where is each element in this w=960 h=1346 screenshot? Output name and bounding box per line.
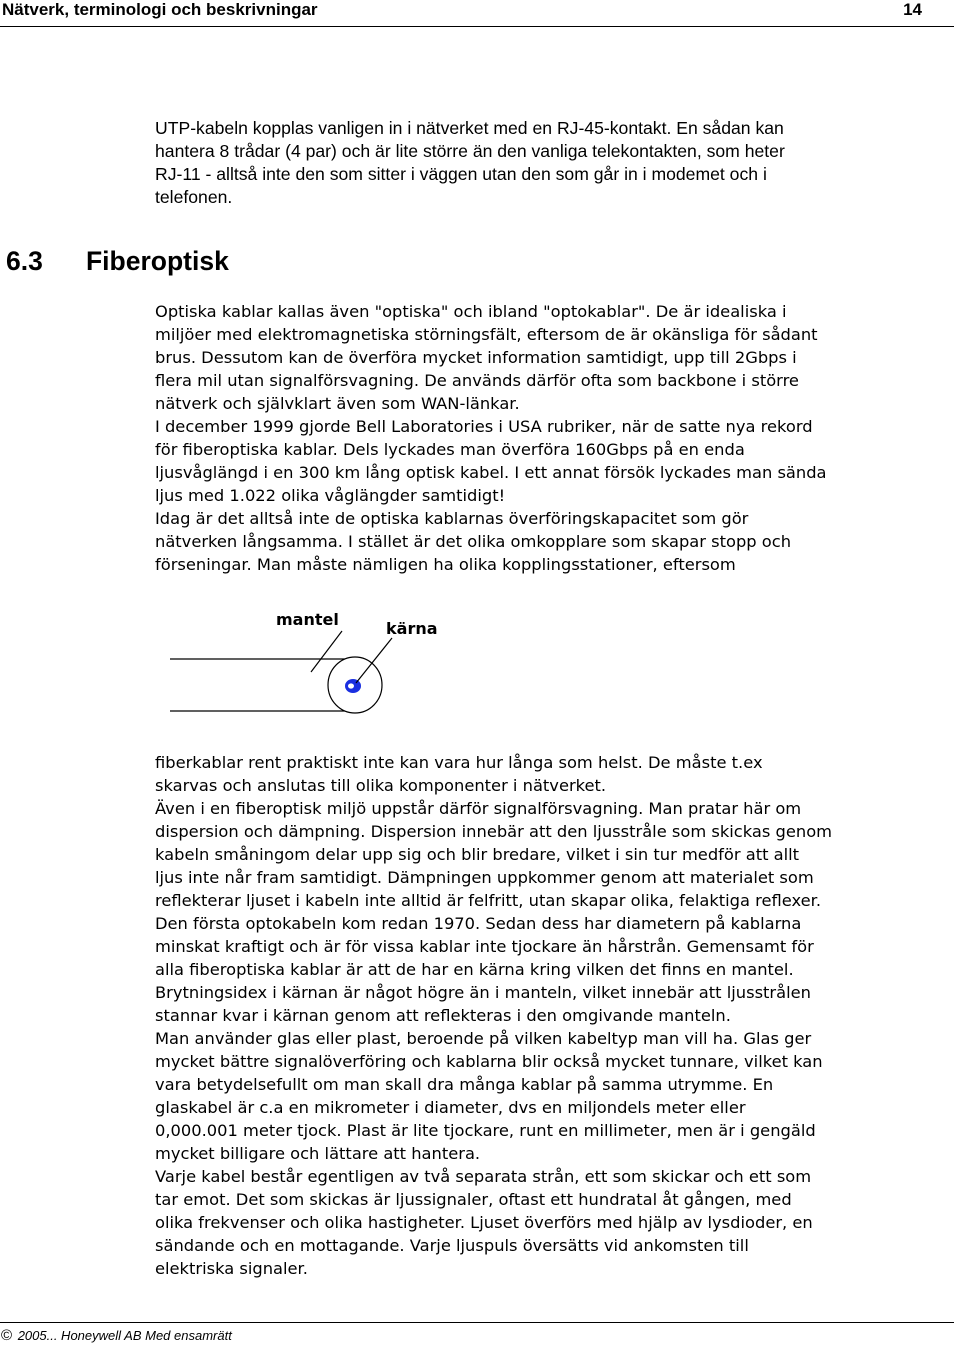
label-karna: kärna: [386, 619, 438, 638]
text-line: elektriska signaler.: [155, 1259, 308, 1278]
text-line: för fiberoptiska kablar. Dels lyckades man överföra 160Gbps på en enda: [155, 440, 745, 459]
text-line: reflekterar ljuset i kabeln inte alltid är felfritt, utan skapar olika, felaktiga reflexer.: [155, 891, 822, 910]
page-header: [0, 0, 954, 27]
text-line: skarvas och anslutas till olika komponenter i nätverket.: [155, 776, 607, 795]
section-heading: [6, 246, 229, 277]
page-number: 14: [903, 0, 922, 19]
text-line: Brytningsidex i kärnan är något högre än i manteln, vilket innebär att ljusstrålen: [155, 983, 811, 1002]
text-line: minskat kraftigt och är för vissa kablar inte tjockare än hårstrån. Gemensamt för: [155, 937, 814, 956]
text-line: mycket billigare och lättare att hantera.: [155, 1144, 481, 1163]
text-line: sändande och en mottagande. Varje ljuspuls översätts vid ankomsten till: [155, 1236, 749, 1255]
text-line: Optiska kablar kallas även "optiska" och ibland "optokablar". De är idealiska i: [155, 302, 787, 321]
text-line: nätverken långsamma. I stället är det olika omkopplare som skapar stopp och: [155, 532, 792, 551]
text-line: Idag är det alltså inte de optiska kablarnas överföringskapacitet som gör: [155, 509, 749, 528]
text-line: stannar kvar i kärnan genom att reflekteras i den omgivande manteln.: [155, 1006, 731, 1025]
text-line: Man använder glas eller plast, beroende på vilken kabeltyp man vill ha. Glas ger: [155, 1029, 812, 1048]
page-footer: [0, 1322, 954, 1344]
section-number: 6.3: [6, 246, 43, 276]
section-title: Fiberoptisk: [86, 246, 229, 276]
copyright-symbol: ©: [1, 1327, 13, 1344]
text-line: alla fiberoptiska kablar är att de har en kärna kring vilken det finns en mantel.: [155, 960, 794, 979]
text-line: I december 1999 gjorde Bell Laboratories i USA rubriker, när de satte nya rekord: [155, 417, 813, 436]
text-line: fiberkablar rent praktiskt inte kan vara hur långa som helst. De måste t.ex: [155, 753, 763, 772]
document-title: Nätverk, terminologi och beskrivningar: [2, 0, 318, 19]
copyright-text: 2005... Honeywell AB Med ensamrätt: [17, 1328, 232, 1343]
text-line: 0,000.001 meter tjock. Plast är lite tjockare, runt en millimeter, men är i gengäld: [155, 1121, 816, 1140]
text-line: dispersion och dämpning. Dispersion innebär att den ljusstråle som skickas genom: [155, 822, 833, 841]
core-highlight: [348, 683, 354, 688]
text-line: brus. Dessutom kan de överföra mycket information samtidigt, upp till 2Gbps i: [155, 348, 797, 367]
text-line: glaskabel är c.a en mikrometer i diameter, dvs en miljondels meter eller: [155, 1098, 746, 1117]
text-line: Den första optokabeln kom redan 1970. Sedan dess har diametern på kablarna: [155, 914, 802, 933]
body-paragraph-top: [155, 300, 827, 576]
text-line: förseningar. Man måste nämligen ha olika kopplingsstationer, eftersom: [155, 555, 736, 574]
text-line: olika frekvenser och olika hastigheter. Ljuset överförs med hjälp av lysdioder, en: [155, 1213, 813, 1232]
body-paragraph-bottom: [155, 751, 832, 1280]
intro-paragraph: [155, 117, 785, 209]
text-line: mycket bättre signalöverföring och kablarna blir också mycket tunnare, vilket kan: [155, 1052, 823, 1071]
text-line: tar emot. Det som skickas är ljussignaler, oftast ett hundratal åt gången, med: [155, 1190, 792, 1209]
text-line: hantera 8 trådar (4 par) och är lite större än den vanliga telekontakten, som heter: [155, 141, 785, 161]
label-mantel: mantel: [276, 610, 339, 629]
text-line: flera mil utan signalförsvagning. De används därför ofta som backbone i större: [155, 371, 799, 390]
text-line: RJ-11 - alltså inte den som sitter i väggen utan den som går in i modemet och i: [155, 164, 767, 184]
text-line: ljus med 1.022 olika våglängder samtidigt!: [155, 486, 506, 505]
text-line: UTP-kabeln kopplas vanligen in i nätverket med en RJ-45-kontakt. En sådan kan: [155, 118, 784, 138]
text-line: telefonen.: [155, 187, 233, 207]
text-line: vara betydelsefullt om man skall dra många kablar på samma utrymme. En: [155, 1075, 774, 1094]
text-line: nätverk och självklart även som WAN-länkar.: [155, 394, 520, 413]
text-line: kabeln småningom delar upp sig och blir bredare, vilket i sin tur medför att allt: [155, 845, 800, 864]
text-line: Varje kabel består egentligen av två separata strån, ett som skickar och ett som: [155, 1167, 812, 1186]
fiber-cable-diagram: [160, 600, 580, 730]
text-line: miljöer med elektromagnetiska störningsfält, eftersom de är okänsliga för sådant: [155, 325, 818, 344]
text-line: Även i en fiberoptisk miljö uppstår därför signalförsvagning. Man pratar här om: [155, 799, 802, 818]
text-line: ljus inte når fram samtidigt. Dämpningen uppkommer genom att materialet som: [155, 868, 814, 887]
text-line: ljusvåglängd i en 300 km lång optisk kabel. I ett annat försök lyckades man sända: [155, 463, 827, 482]
